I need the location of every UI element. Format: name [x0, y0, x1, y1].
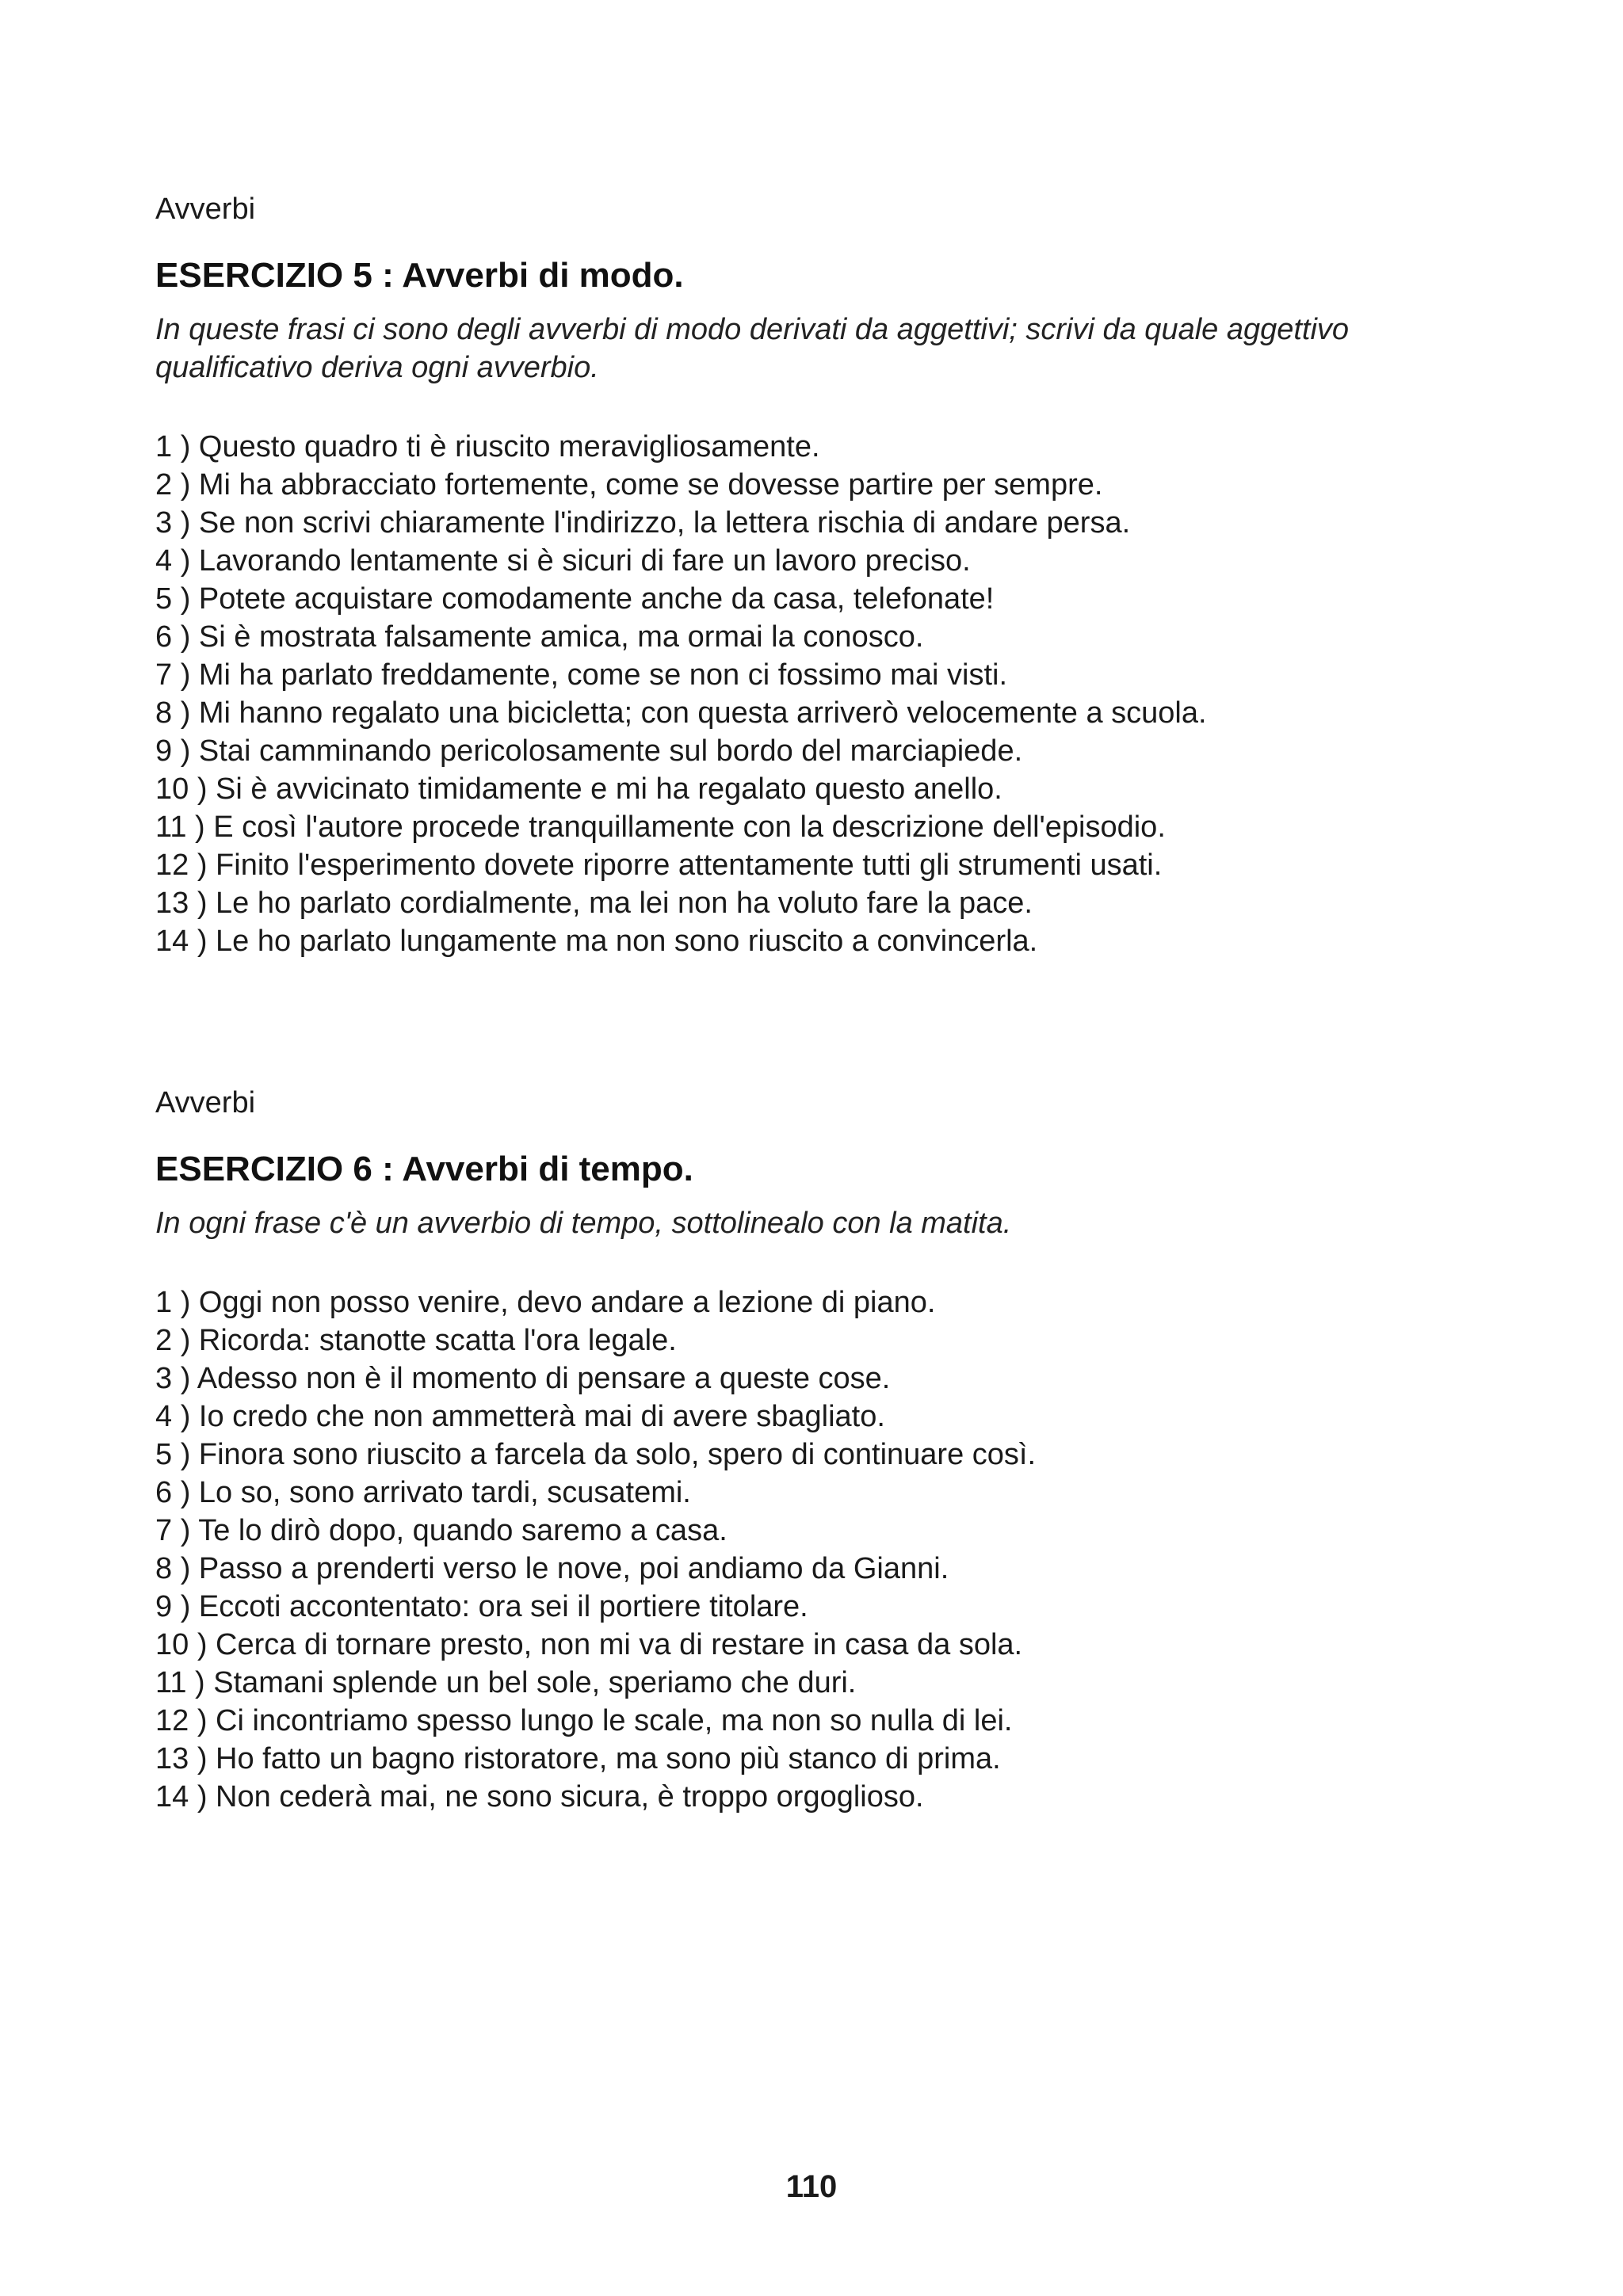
sentence-list: [155, 428, 1503, 960]
page-number: 110: [785, 2169, 838, 2204]
exercise-6-section: [155, 1084, 1503, 1816]
sentence-item: 6 ) Si è mostrata falsamente amica, ma ormai la conosco.: [155, 620, 924, 654]
sentence-item: 2 ) Ricorda: stanotte scatta l'ora legale.: [155, 1324, 677, 1357]
sentence-item: 10 ) Si è avvicinato timidamente e mi ha regalato questo anello.: [155, 772, 1002, 806]
sentence-item: 11 ) E così l'autore procede tranquillamente con la descrizione dell'episodio.: [155, 810, 1166, 844]
sentence-item: 4 ) Io credo che non ammetterà mai di avere sbagliato.: [155, 1400, 885, 1433]
sentence-item: 3 ) Adesso non è il momento di pensare a queste cose.: [155, 1362, 891, 1395]
exercise-instructions: In ogni frase c'è un avverbio di tempo, sottolinealo con la matita.: [155, 1207, 1012, 1240]
sentence-item: 1 ) Oggi non posso venire, devo andare a lezione di piano.: [155, 1286, 936, 1319]
sentence-item: 11 ) Stamani splende un bel sole, speriamo che duri.: [155, 1666, 857, 1699]
category-label: Avverbi: [155, 193, 256, 226]
sentence-item: 8 ) Mi hanno regalato una bicicletta; con questa arriverò velocemente a scuola.: [155, 696, 1207, 730]
sentence-item: 13 ) Le ho parlato cordialmente, ma lei non ha voluto fare la pace.: [155, 887, 1033, 920]
category-label: Avverbi: [155, 1086, 256, 1119]
sentence-list: [155, 1283, 1503, 1816]
exercise-title: ESERCIZIO 6 : Avverbi di tempo.: [155, 1150, 693, 1188]
sentence-item: 2 ) Mi ha abbracciato fortemente, come se dovesse partire per sempre.: [155, 468, 1103, 502]
sentence-item: 5 ) Potete acquistare comodamente anche da casa, telefonate!: [155, 582, 995, 616]
sentence-item: 12 ) Finito l'esperimento dovete riporre attentamente tutti gli strumenti usati.: [155, 849, 1163, 882]
sentence-item: 6 ) Lo so, sono arrivato tardi, scusatemi.: [155, 1476, 691, 1509]
sentence-item: 7 ) Te lo dirò dopo, quando saremo a casa.: [155, 1514, 727, 1547]
exercise-5-section: [155, 190, 1503, 960]
sentence-item: 14 ) Non cederà mai, ne sono sicura, è troppo orgoglioso.: [155, 1780, 924, 1814]
sentence-item: 13 ) Ho fatto un bagno ristoratore, ma sono più stanco di prima.: [155, 1742, 1001, 1775]
sentence-item: 5 ) Finora sono riuscito a farcela da solo, spero di continuare così.: [155, 1438, 1037, 1471]
sentence-item: 12 ) Ci incontriamo spesso lungo le scale, ma non so nulla di lei.: [155, 1704, 1013, 1737]
sentence-item: 10 ) Cerca di tornare presto, non mi va di restare in casa da sola.: [155, 1628, 1023, 1661]
sentence-item: 1 ) Questo quadro ti è riuscito meravigliosamente.: [155, 430, 820, 463]
sentence-item: 4 ) Lavorando lentamente si è sicuri di fare un lavoro preciso.: [155, 544, 971, 578]
sentence-item: 14 ) Le ho parlato lungamente ma non sono riuscito a convincerla.: [155, 925, 1038, 958]
exercise-instructions: In queste frasi ci sono degli avverbi di modo derivati da aggettivi; scrivi da quale aggettivo qualificativo deriva ogni avverbio.: [155, 313, 1350, 384]
sentence-item: 7 ) Mi ha parlato freddamente, come se non ci fossimo mai visti.: [155, 658, 1008, 692]
sentence-item: 9 ) Eccoti accontentato: ora sei il portiere titolare.: [155, 1590, 808, 1623]
sentence-item: 8 ) Passo a prenderti verso le nove, poi andiamo da Gianni.: [155, 1552, 949, 1585]
sentence-item: 9 ) Stai camminando pericolosamente sul bordo del marciapiede.: [155, 734, 1023, 768]
exercise-title: ESERCIZIO 5 : Avverbi di modo.: [155, 256, 684, 295]
sentence-item: 3 ) Se non scrivi chiaramente l'indirizzo, la lettera rischia di andare persa.: [155, 506, 1131, 540]
